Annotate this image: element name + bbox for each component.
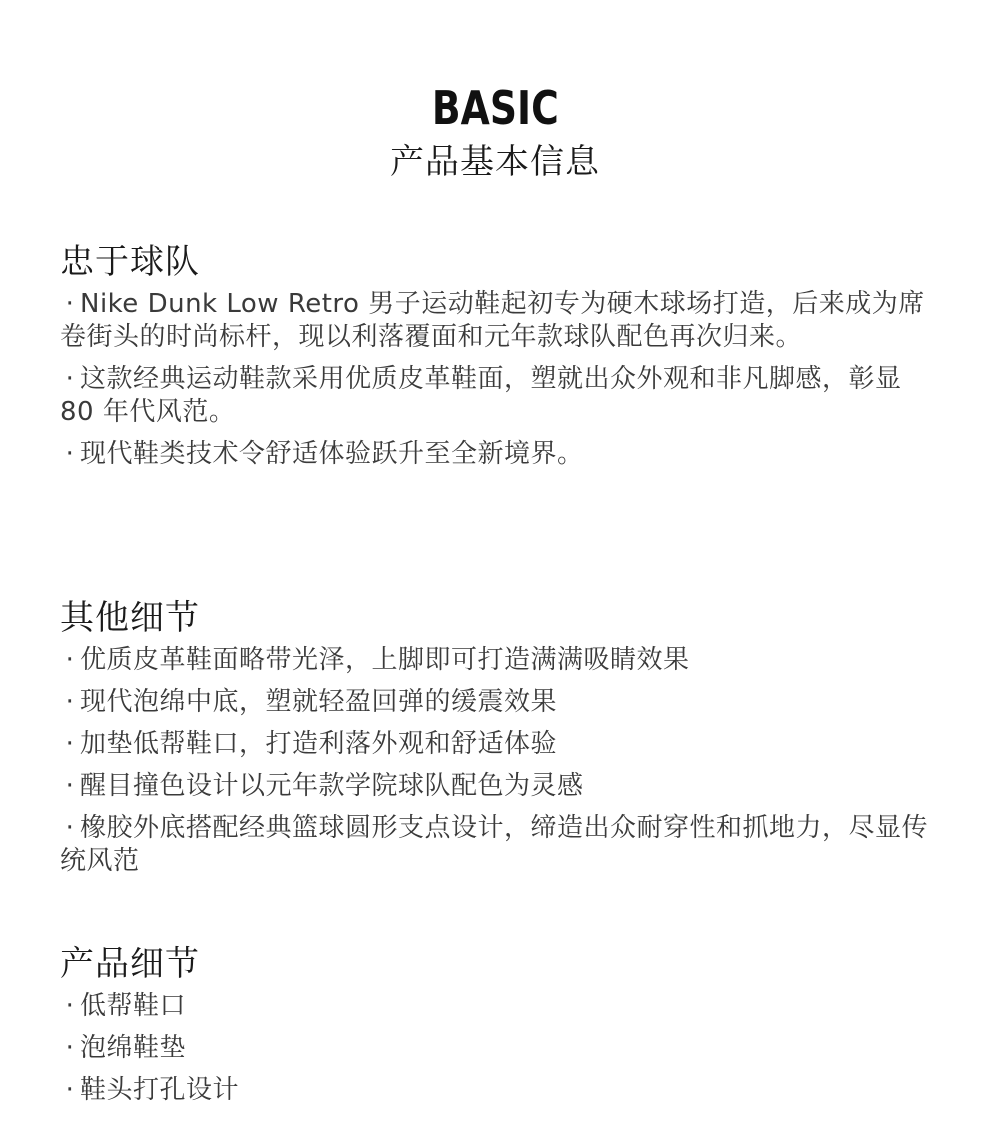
- bullet-dot: ·: [65, 289, 75, 319]
- list-item: [60, 1074, 940, 1107]
- bullet-dot: ·: [65, 364, 75, 394]
- list-item: [60, 990, 940, 1023]
- list-item-text: 橡胶外底搭配经典篮球圆形支点设计，缔造出众耐穿性和抓地力，尽显传统风范: [60, 813, 929, 876]
- bullet-dot: ·: [65, 1075, 75, 1105]
- section-team-loyalty: [60, 240, 940, 480]
- bullet-dot: ·: [65, 439, 75, 469]
- list-item: [60, 728, 940, 761]
- list-item: [60, 1032, 940, 1065]
- list-item: [60, 770, 940, 803]
- bullet-dot: ·: [65, 1033, 75, 1063]
- page-subtitle: 产品基本信息: [390, 142, 600, 182]
- list-item-text: 现代鞋类技术令舒适体验跃升至全新境界。: [80, 439, 584, 469]
- bullet-list: [60, 288, 940, 471]
- list-item-text: 泡绵鞋垫: [80, 1033, 187, 1063]
- section-heading: 忠于球队: [60, 242, 200, 282]
- list-item: [60, 812, 940, 878]
- bullet-dot: ·: [65, 645, 75, 675]
- list-item-text: 加垫低帮鞋口，打造利落外观和舒适体验: [80, 729, 558, 759]
- list-item: [60, 686, 940, 719]
- page-header: [0, 0, 990, 184]
- list-item: [60, 438, 940, 471]
- section-product-details: [60, 942, 940, 1116]
- bullet-list: [60, 644, 940, 878]
- list-item-text: 低帮鞋口: [80, 991, 187, 1021]
- list-item-text: 现代泡绵中底，塑就轻盈回弹的缓震效果: [80, 687, 558, 717]
- list-item-text: Nike Dunk Low Retro 男子运动鞋起初专为硬木球场打造，后来成为席卷街头的时尚标杆，现以利落覆面和元年款球队配色再次归来。: [60, 289, 925, 352]
- page-title: BASIC: [431, 81, 559, 135]
- list-item-text: 优质皮革鞋面略带光泽，上脚即可打造满满吸睛效果: [80, 645, 690, 675]
- section-heading: 其他细节: [60, 598, 200, 638]
- list-item: [60, 288, 940, 354]
- list-item-text: 醒目撞色设计以元年款学院球队配色为灵感: [80, 771, 584, 801]
- bullet-list: [60, 990, 940, 1107]
- list-item-text: 鞋头打孔设计: [80, 1075, 240, 1105]
- bullet-dot: ·: [65, 991, 75, 1021]
- list-item-text: 这款经典运动鞋款采用优质皮革鞋面，塑就出众外观和非凡脚感，彰显 80 年代风范。: [60, 364, 902, 427]
- list-item: [60, 644, 940, 677]
- bullet-dot: ·: [65, 813, 75, 843]
- section-heading: 产品细节: [60, 944, 200, 984]
- bullet-dot: ·: [65, 771, 75, 801]
- bullet-dot: ·: [65, 729, 75, 759]
- section-other-details: [60, 596, 940, 887]
- bullet-dot: ·: [65, 687, 75, 717]
- list-item: [60, 363, 940, 429]
